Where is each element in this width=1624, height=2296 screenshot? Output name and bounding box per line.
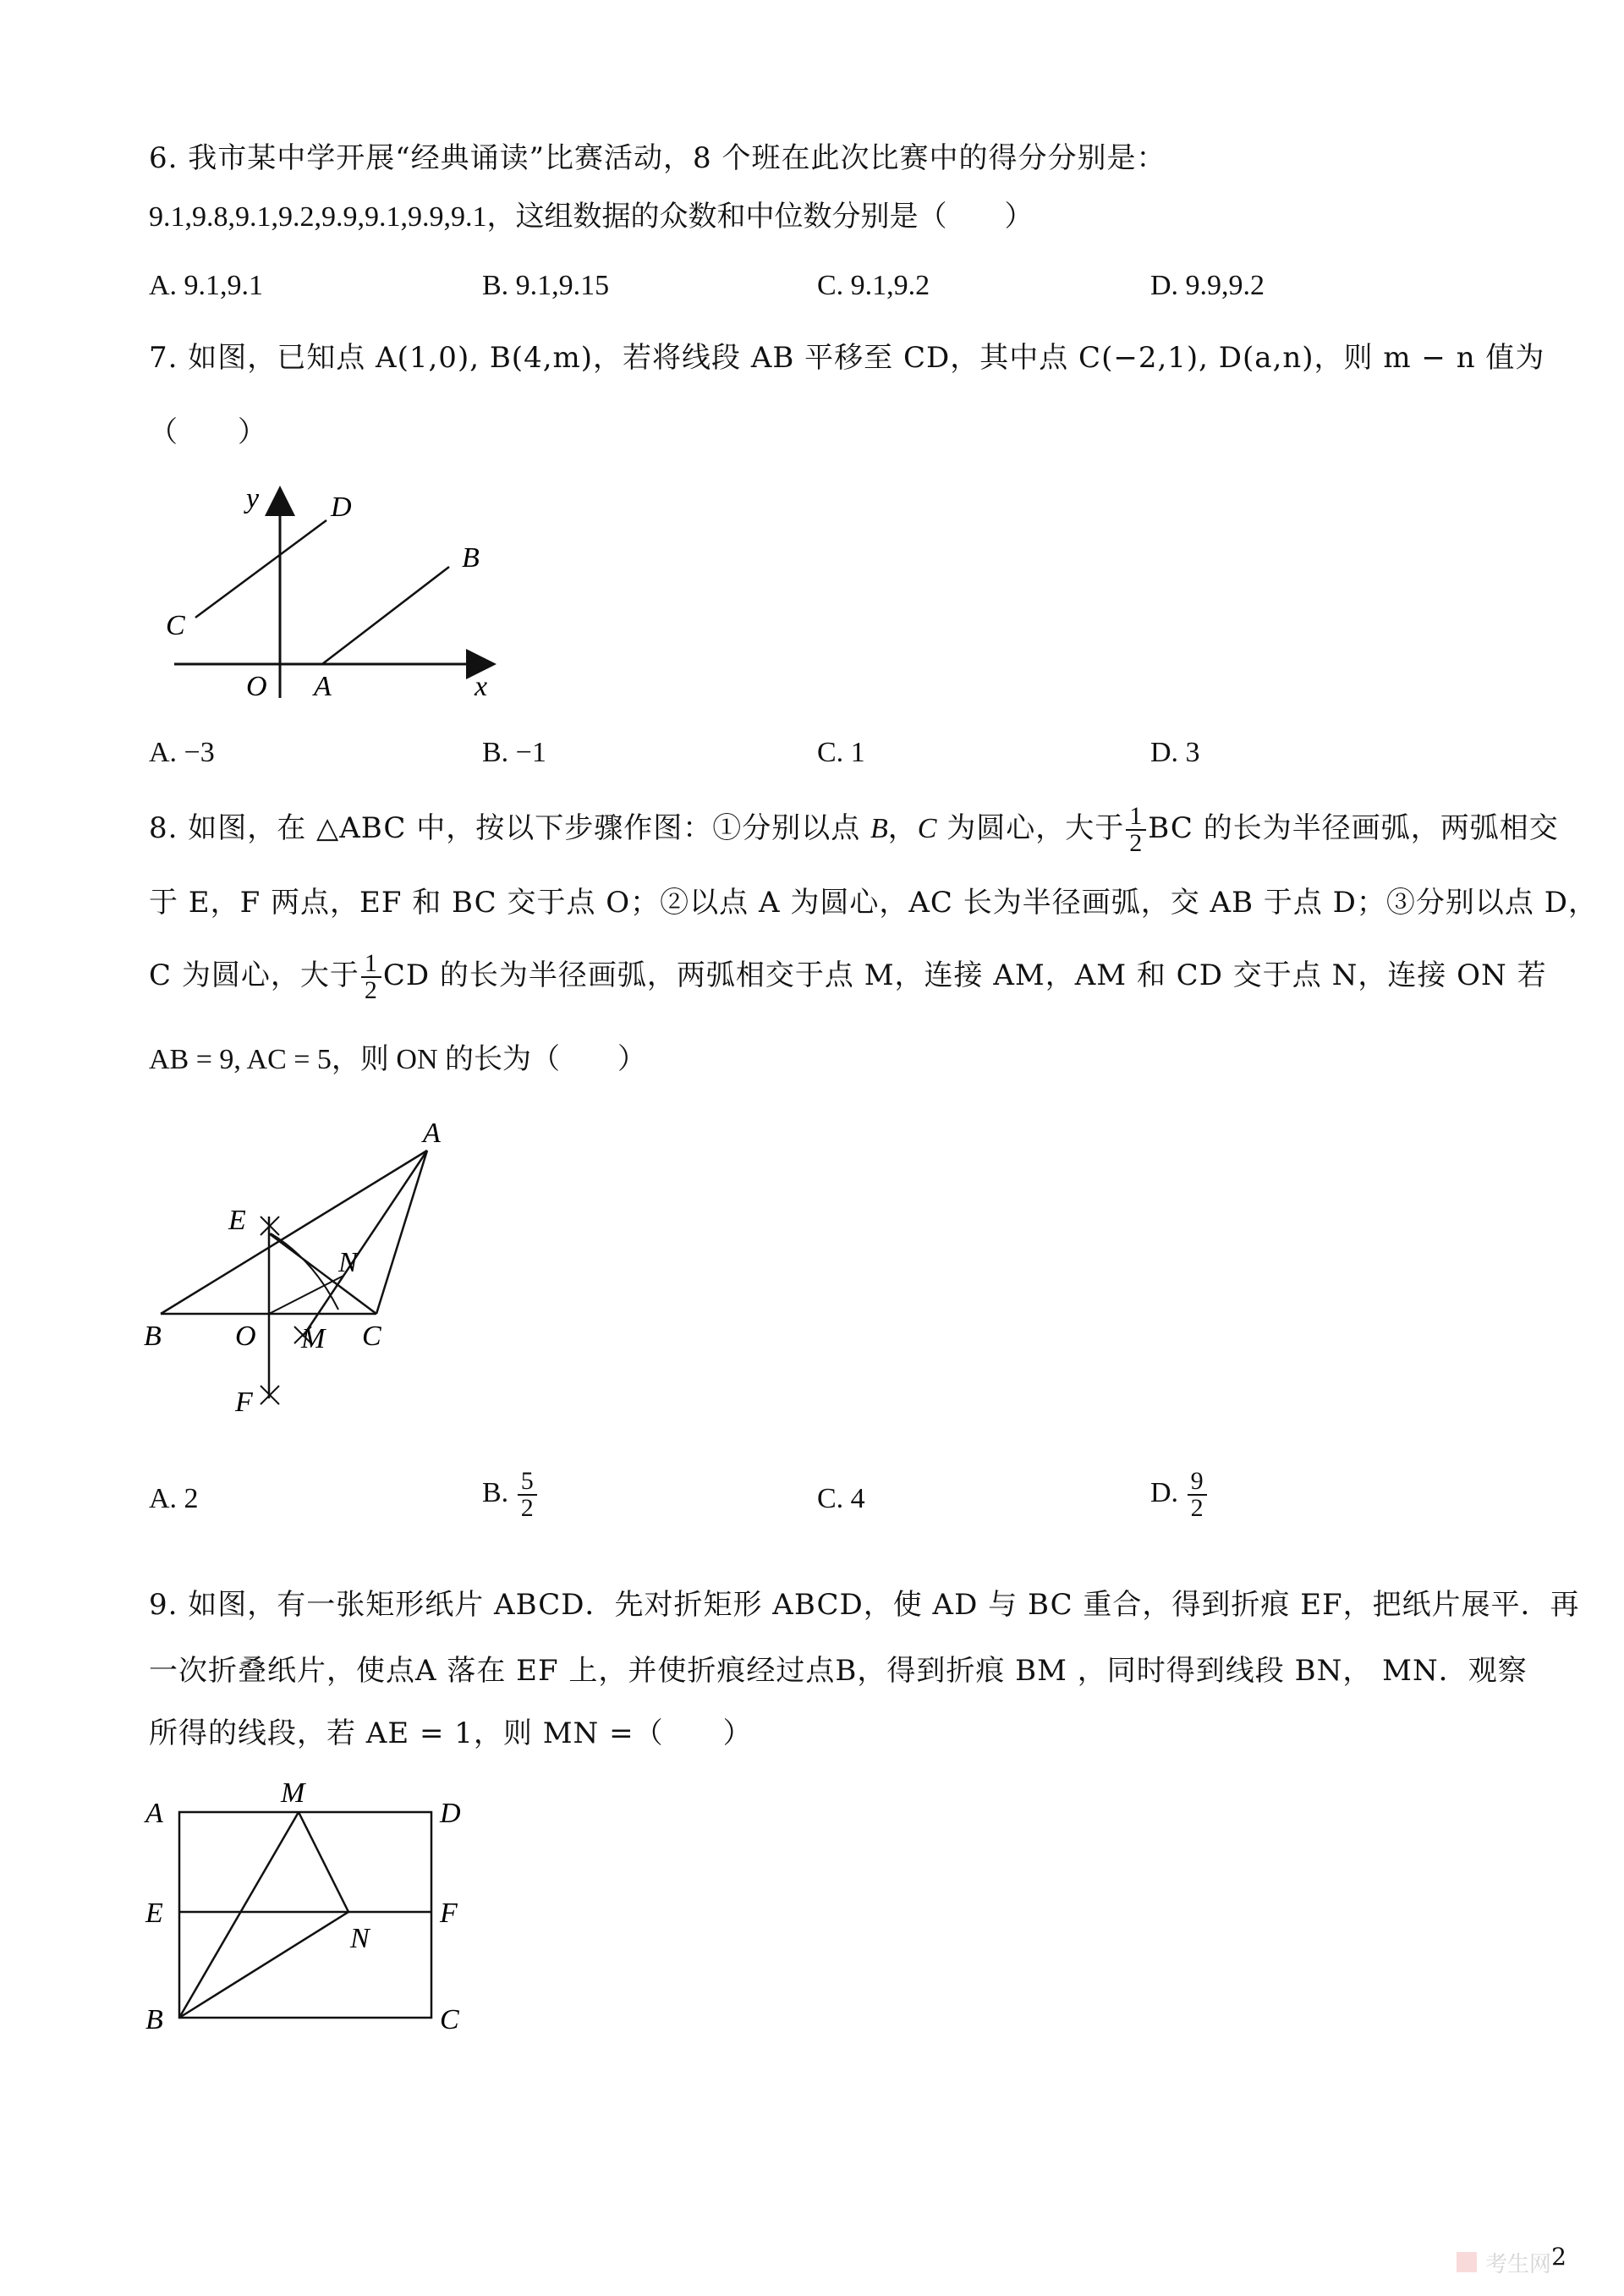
label-e: E <box>228 1205 246 1236</box>
q8-figure <box>144 1115 465 1440</box>
label-c: C <box>440 2004 459 2035</box>
label-c: C <box>166 610 185 641</box>
q9-figure <box>144 1777 482 2042</box>
q8-point-c: C <box>917 813 937 844</box>
q8-choice-b-num: 5 <box>518 1469 537 1496</box>
label-c: C <box>362 1321 381 1352</box>
q8-line-3-b: CD 的长为半径画弧，两弧相交于点 M，连接 AM，AM 和 CD 交于点 N，连接 ON 若 <box>382 958 1547 992</box>
q9-line-2: 一次折叠纸片，使点A 落在 EF 上，并使折痕经过点B，得到折痕 BM ，同时得到线段 BN， MN．观察 <box>149 1654 1528 1688</box>
q7-diagram <box>157 474 513 711</box>
q8-choice-c[interactable]: C. 4 <box>817 1483 865 1514</box>
q6-choice-c[interactable]: C. 9.1,9.2 <box>817 270 930 301</box>
label-n: N <box>350 1923 370 1954</box>
q8-line-1 <box>149 802 1559 857</box>
segment-mn <box>299 1812 348 1912</box>
q7-choice-d[interactable]: D. 3 <box>1150 737 1200 768</box>
watermark-icon <box>1455 2249 1590 2277</box>
rectangle-abcd <box>179 1812 431 2018</box>
line-cd <box>269 1233 376 1314</box>
watermark-text: 考生网 <box>1485 2252 1552 2277</box>
q8-half-fraction <box>1126 804 1146 856</box>
line-ab <box>161 1151 427 1314</box>
q6-line-1: 6. 我市某中学开展“经典诵读”比赛活动，8 个班在此次比赛中的得分分别是： <box>149 141 1166 175</box>
q9-diagram <box>144 1777 482 2039</box>
line-on <box>269 1276 343 1314</box>
q8-line-3-a: C 为圆心，大于 <box>149 958 359 992</box>
label-a: A <box>423 1118 441 1149</box>
q7-choice-a[interactable]: A. −3 <box>149 737 215 768</box>
q8-point-b: B <box>870 813 888 844</box>
crease-bm <box>179 1812 299 2018</box>
watermark-mark <box>1457 2252 1477 2272</box>
label-a: A <box>145 1798 163 1829</box>
q8-choice-b[interactable] <box>482 1469 539 1521</box>
q7-choice-b[interactable]: B. −1 <box>482 737 546 768</box>
q8-half-den-2: 2 <box>364 976 378 1004</box>
q6-choice-d[interactable]: D. 9.9,9.2 <box>1150 270 1265 301</box>
q8-half-num: 1 <box>1126 804 1146 831</box>
label-n: N <box>338 1247 358 1278</box>
q8-half-fraction-2 <box>361 951 381 1003</box>
q9-line-1: 9. 如图，有一张矩形纸片 ABCD．先对折矩形 ABCD，使 AD 与 BC 重合，得到折痕 EF，把纸片展平．再 <box>149 1588 1580 1622</box>
label-x: x <box>475 671 488 702</box>
q8-line-3 <box>149 949 1547 1004</box>
q8-choice-d-num: 9 <box>1188 1469 1207 1496</box>
segment-ab <box>322 567 449 664</box>
label-m: M <box>301 1323 326 1354</box>
q8-choice-d-den: 2 <box>1190 1494 1204 1522</box>
label-b: B <box>145 2004 163 2035</box>
q8-choice-b-den: 2 <box>520 1494 534 1522</box>
q6-line-2: 9.1,9.8,9.1,9.2,9.9,9.1,9.9,9.1，这组数据的众数和中位数分别是（ ） <box>149 201 1034 233</box>
label-y: y <box>246 483 260 514</box>
label-d: D <box>331 492 352 523</box>
q8-choice-b-label: B. <box>482 1476 509 1508</box>
q8-line-4: AB = 9, AC = 5，则 ON 的长为（ ） <box>149 1044 647 1075</box>
label-d: D <box>440 1798 461 1829</box>
line-ac <box>376 1151 427 1314</box>
label-e: E <box>145 1898 163 1929</box>
label-o: O <box>246 671 267 702</box>
q8-choice-a[interactable]: A. 2 <box>149 1483 199 1514</box>
q7-choice-c[interactable]: C. 1 <box>817 737 865 768</box>
q7-line-2: （ ） <box>149 415 267 449</box>
segment-bn <box>179 1912 348 2018</box>
line-am <box>303 1151 427 1337</box>
q8-line-2: 于 E，F 两点，EF 和 BC 交于点 O；②以点 A 为圆心，AC 长为半径画弧，交 AB 于点 D；③分别以点 D， <box>149 886 1599 920</box>
q8-line-1-a: 8. 如图，在 △ABC 中，按以下步骤作图：①分别以点 <box>149 811 871 845</box>
page-number: 2 <box>1551 2243 1566 2271</box>
label-f: F <box>440 1898 458 1929</box>
q9-line-3: 所得的线段，若 AE = 1，则 MN =（ ） <box>149 1717 753 1750</box>
q8-choice-d-label: D. <box>1150 1476 1179 1508</box>
q8-line-1-e: 为圆心，大于 <box>936 811 1125 845</box>
q8-half-num-2: 1 <box>361 951 381 978</box>
q8-diagram <box>144 1115 465 1436</box>
label-a: A <box>314 671 332 702</box>
q7-figure <box>157 474 513 714</box>
label-o: O <box>235 1321 256 1352</box>
q8-choice-d[interactable] <box>1150 1469 1209 1521</box>
q7-line-1: 7. 如图，已知点 A(1,0), B(4,m)，若将线段 AB 平移至 CD，其中点 C(−2,1), D(a,n)，则 m − n 值为 <box>149 341 1545 375</box>
label-b: B <box>144 1321 162 1352</box>
q6-choice-b[interactable]: B. 9.1,9.15 <box>482 270 610 301</box>
q8-half-den: 2 <box>1129 829 1144 857</box>
q8-line-1-c: ， <box>887 811 918 845</box>
q8-line-1-f: BC 的长为半径画弧，两弧相交 <box>1148 811 1559 845</box>
q6-choice-a[interactable]: A. 9.1,9.1 <box>149 270 264 301</box>
q8-choice-d-fraction <box>1188 1469 1207 1521</box>
segment-cd <box>195 520 326 618</box>
label-f: F <box>235 1387 253 1418</box>
label-b: B <box>462 542 480 574</box>
q8-choice-b-fraction <box>518 1469 537 1521</box>
watermark-logo <box>1455 2249 1590 2277</box>
label-m: M <box>281 1777 305 1809</box>
